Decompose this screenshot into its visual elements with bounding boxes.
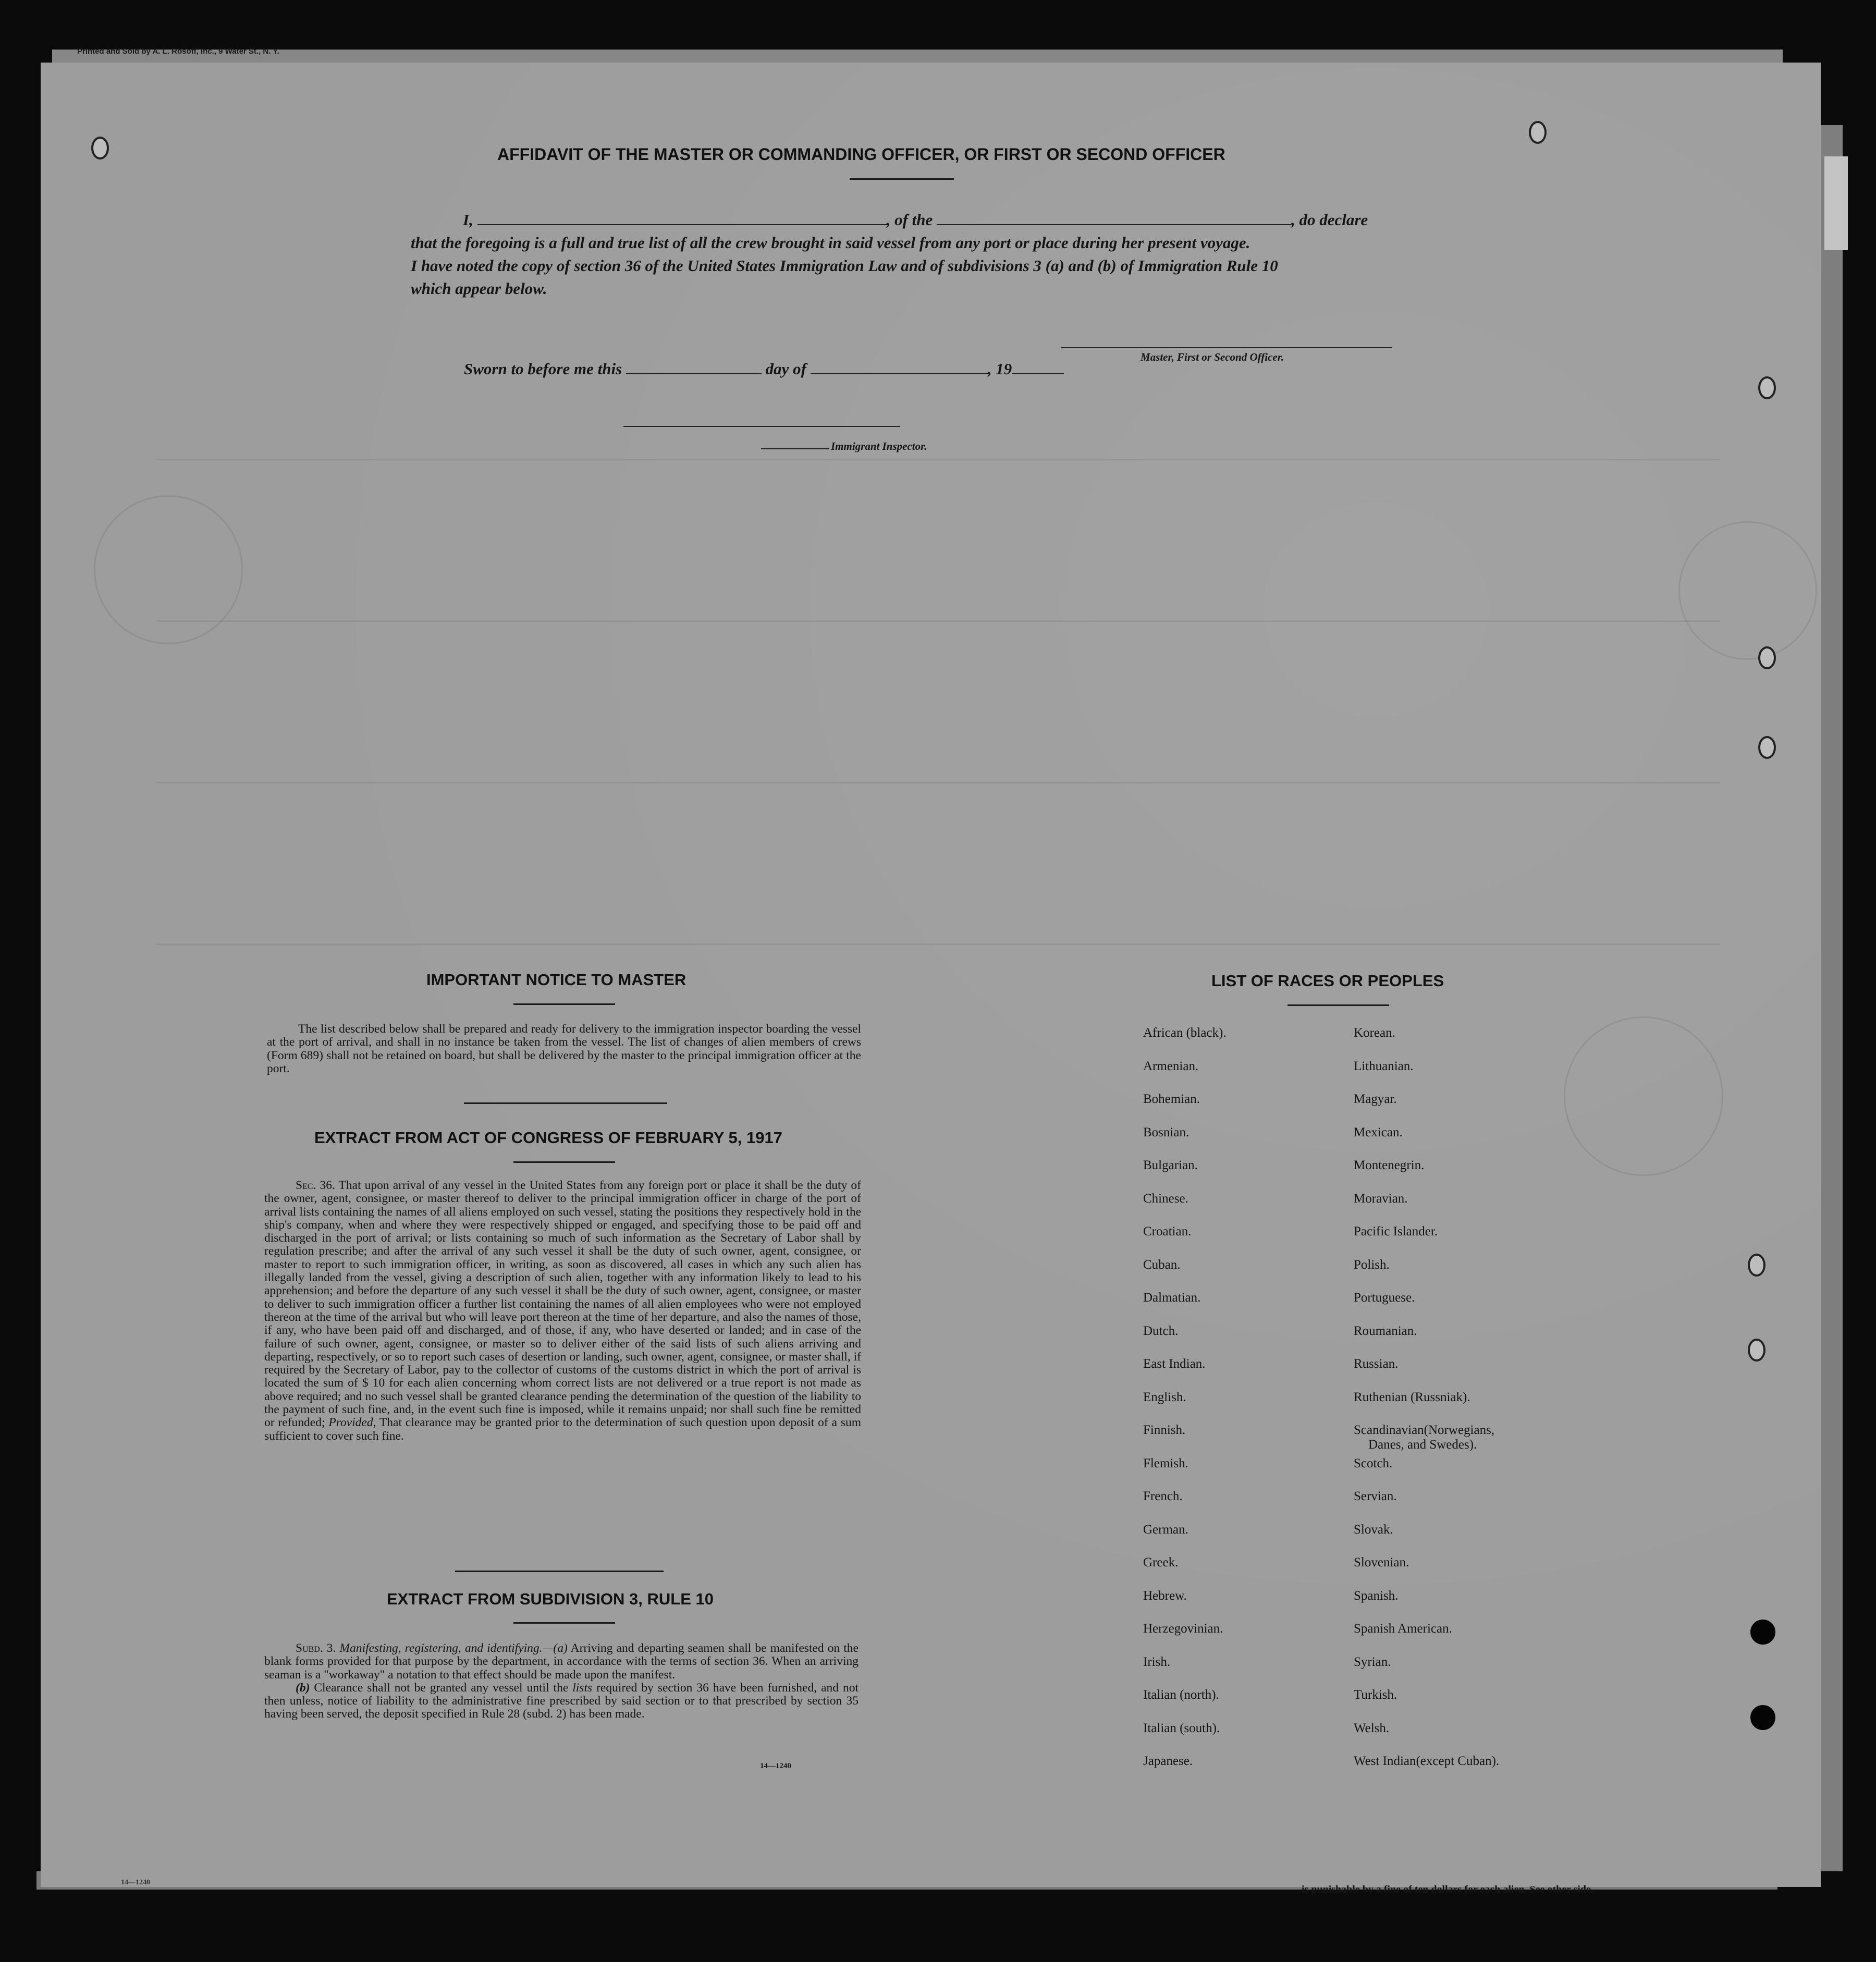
ghost-row-1 [156,459,1720,460]
rule-text [264,1642,859,1721]
race-item: Turkish. [1354,1688,1397,1702]
punch-hole-icon [1748,1254,1765,1277]
race-item: Bosnian. [1143,1125,1190,1139]
master-signature-line[interactable] [1061,347,1392,348]
notice-title-rule [513,1003,615,1005]
punch-hole-icon [1748,1339,1765,1362]
punch-hole-icon [1758,646,1776,669]
affidavit-line-1 [411,209,1395,231]
vessel-blank[interactable] [937,212,1291,225]
race-item: Flemish. [1143,1456,1188,1470]
inspector-short-line [761,448,829,449]
race-item: Italian (north). [1143,1688,1219,1702]
sworn-day-of: day of [765,360,806,378]
race-item: Syrian. [1354,1654,1391,1669]
race-item: Croatian. [1143,1224,1192,1238]
affidavit-of-the: , of the [886,211,933,229]
race-item: Magyar. [1354,1092,1397,1106]
race-item: Japanese. [1143,1754,1193,1768]
sworn-month-blank[interactable] [811,361,988,374]
rule-title-rule [513,1622,615,1624]
ghost-stamp-1 [94,495,243,644]
race-item: Dalmatian. [1143,1291,1201,1305]
punch-hole-icon [1529,121,1547,144]
printer-line: Printed and Sold by A. L. Rosoff, Inc., 9 Water St., N. Y. [77,47,279,56]
affidavit-title-rule [850,178,954,180]
name-blank[interactable] [477,212,887,225]
rule-text-a: Arriving and departing seamen shall be manifested on the blank forms provided for that purpose by the department, in accordance with the terms of section 36. When an arriving seaman is a "workaway" a notation to that effect should be made upon the manifest. [264,1641,859,1682]
act-title: EXTRACT FROM ACT OF CONGRESS OF FEBRUARY 5, 1917 [314,1129,782,1147]
race-item: Italian (south). [1143,1721,1220,1735]
race-item: Polish. [1354,1257,1390,1272]
act-paragraph [264,1179,861,1443]
act-divider [455,1571,664,1572]
notice-divider [464,1102,667,1104]
ghost-row-4 [156,943,1720,945]
race-item: Bulgarian. [1143,1158,1198,1172]
act-sec-label: Sec. 36. [296,1179,335,1192]
rule-paragraph-b [264,1682,859,1721]
race-item: African (black). [1143,1026,1227,1040]
race-item: Lithuanian. [1354,1059,1414,1073]
rule-subd-label: Subd. 3. [296,1641,336,1655]
punch-hole-icon [1758,736,1776,759]
affidavit-do-declare: , do declare [1291,211,1368,229]
race-item: Armenian. [1143,1059,1199,1073]
race-item: West Indian(except Cuban). [1354,1754,1500,1768]
race-item: Slovenian. [1354,1555,1409,1569]
race-item: Welsh. [1354,1721,1390,1735]
race-item: Russian. [1354,1357,1399,1371]
race-item: Scandinavian(Norwegians, [1354,1423,1495,1437]
inspector-label: Immigrant Inspector. [831,440,927,452]
race-item: Mexican. [1354,1125,1403,1139]
rule-title: EXTRACT FROM SUBDIVISION 3, RULE 10 [387,1590,714,1608]
notice-text: The list described below shall be prepared and ready for delivery to the immigration inspector boarding the vessel at the port of arrival, and shall in no instance be taken from the vessel. The list of changes of alien members of crews (Form 689) shall not be retained on board, but shall be delivered by the master to the principal immigration officer at the port. [267,1022,861,1075]
race-item: Cuban. [1143,1257,1181,1272]
rule-lists-word: lists [572,1681,593,1695]
race-item: English. [1143,1390,1186,1404]
race-item: Spanish American. [1354,1622,1452,1636]
race-item: Montenegrin. [1354,1158,1425,1172]
rule-subd-heading: Manifesting, registering, and identifying.—(a) [339,1641,568,1655]
affidavit-line-2: that the foregoing is a full and true list of all the crew brought in said vessel from any port or place during her present voyage. [411,234,1250,252]
race-item: Servian. [1354,1489,1397,1503]
race-item: East Indian. [1143,1357,1206,1371]
race-item: French. [1143,1489,1183,1503]
affidavit-title: AFFIDAVIT OF THE MASTER OR COMMANDING OFFICER, OR FIRST OR SECOND OFFICER [497,145,1225,164]
races-title-rule [1288,1004,1389,1006]
document-sheet [41,63,1821,1887]
form-number-bottom: 14—1240 [121,1879,150,1886]
race-item: Herzegovinian. [1143,1622,1223,1636]
race-item: Moravian. [1354,1191,1408,1206]
race-item: Pacific Islander. [1354,1224,1438,1238]
ghost-row-2 [156,620,1720,622]
notice-title: IMPORTANT NOTICE TO MASTER [426,971,686,989]
form-number-mid: 14—1240 [760,1762,791,1770]
affidavit-body [411,209,1395,300]
race-item: Ruthenian (Russniak). [1354,1390,1470,1404]
affidavit-line-4: which appear below. [411,279,547,298]
race-item: Hebrew. [1143,1588,1187,1603]
punch-hole-icon [1750,1705,1775,1730]
rule-text-b1: Clearance shall not be granted any vessel until the [314,1681,569,1695]
tab-right [1824,156,1848,250]
sworn-prefix: Sworn to before me this [464,360,622,378]
ghost-row-3 [156,782,1720,783]
race-item: Korean. [1354,1026,1395,1040]
act-provided-text: That clearance may be granted prior to the determination of such question upon deposit of a sum sufficient to cover such fine. [264,1416,862,1443]
race-item: Roumanian. [1354,1323,1417,1338]
race-item: Scotch. [1354,1456,1393,1470]
races-title: LIST OF RACES OR PEOPLES [1211,972,1444,990]
race-item: Spanish. [1354,1588,1399,1603]
master-signature-label: Master, First or Second Officer. [1141,351,1284,363]
affidavit-line-3: I have noted the copy of section 36 of the United States Immigration Law and of subdivisions 3 (a) and (b) of Immigration Rule 10 [411,256,1278,275]
sworn-year-prefix: , 19 [987,360,1012,378]
ghost-stamp-2 [1678,521,1817,660]
race-item: Slovak. [1354,1522,1393,1537]
race-item: Bohemian. [1143,1092,1200,1106]
race-item: Greek. [1143,1555,1179,1569]
ghost-stamp-3 [1564,1016,1723,1176]
punch-hole-icon [1758,376,1776,399]
rule-paragraph-a [264,1642,859,1682]
rule-b-label: (b) [296,1681,310,1695]
race-item: Portuguese. [1354,1291,1415,1305]
act-provided-label: Provided, [328,1416,376,1430]
sworn-day-blank[interactable] [626,361,762,374]
race-item: Irish. [1143,1654,1171,1669]
race-item: Dutch. [1143,1323,1179,1338]
race-item: Finnish. [1143,1423,1186,1437]
punch-hole-icon [1750,1620,1775,1645]
act-text [264,1179,861,1443]
punch-hole-icon [91,137,109,160]
race-item: Chinese. [1143,1191,1188,1206]
race-item-continuation: Danes, and Swedes). [1368,1438,1477,1452]
fine-note: is punishable by a fine of ten dollars for each alien. See other side. [1302,1884,1593,1895]
rule-text-b2: required by section 36 have been furnished, and not then unless, notice of liability to the administrative fine prescribed by said section or to that prescribed by section 35 having been served, the deposit specified in Rule 28 (subd. 2) has been made. [264,1681,859,1721]
act-body: That upon arrival of any vessel in the United States from any foreign port or place it shall be the duty of the owner, agent, consignee, or master thereof to deliver to the principal immigration officer in charge of the port of arrival lists containing the names of all aliens employed on such vessel, stating the positions they respectively hold in the ship's company, when and where they were respectively shipped or engaged, and specifying those to be paid off and discharged in the port of arrival; or lists containing so much of such information as the Secretary of Labor shall by regulation prescribe; and after the arrival of any such vessel it shall be the duty of such owner, agent, consignee, or master to report to such immigration officer, in writing, as soon as discovered, all cases in which any such alien has illegally landed from the vessel, giving a description of such alien, together with any information likely to lead to his apprehension; and before the departure of any such vessel it shall be the duty of such owner, agent, consignee, or master to deliver to such immigration officer a further list containing the names of all alien employees who were not employed thereon at the time of the arrival but who will leave port thereon at the time of her departure, and also the names of those, if any, who have been paid off and discharged, and of those, if any, who have deserted or landed; and in case of the failure of such owner, agent, consignee, or master so to deliver either of the said lists of such aliens arriving and departing, respectively, or so to report such cases of desertion or landing, such owner, agent, consignee, or master shall, if required by the Secretary of Labor, pay to the collector of customs of the customs district in which the port of arrival is located the sum of $ 10 for each alien concerning whom correct lists are not delivered or a true report is not made as above required; and no such vessel shall be granted clearance pending the determination of the question of the liability to the payment of such fine, and, in the event such fine is imposed, while it remains unpaid; nor shall such fine be remitted or refunded; [264,1179,862,1430]
sworn-year-blank[interactable] [1012,361,1064,374]
affidavit-i: I, [463,211,473,229]
inspector-signature-line[interactable] [623,426,900,427]
sworn-line [464,360,1064,378]
race-item: German. [1143,1522,1188,1537]
act-title-rule [513,1161,615,1163]
